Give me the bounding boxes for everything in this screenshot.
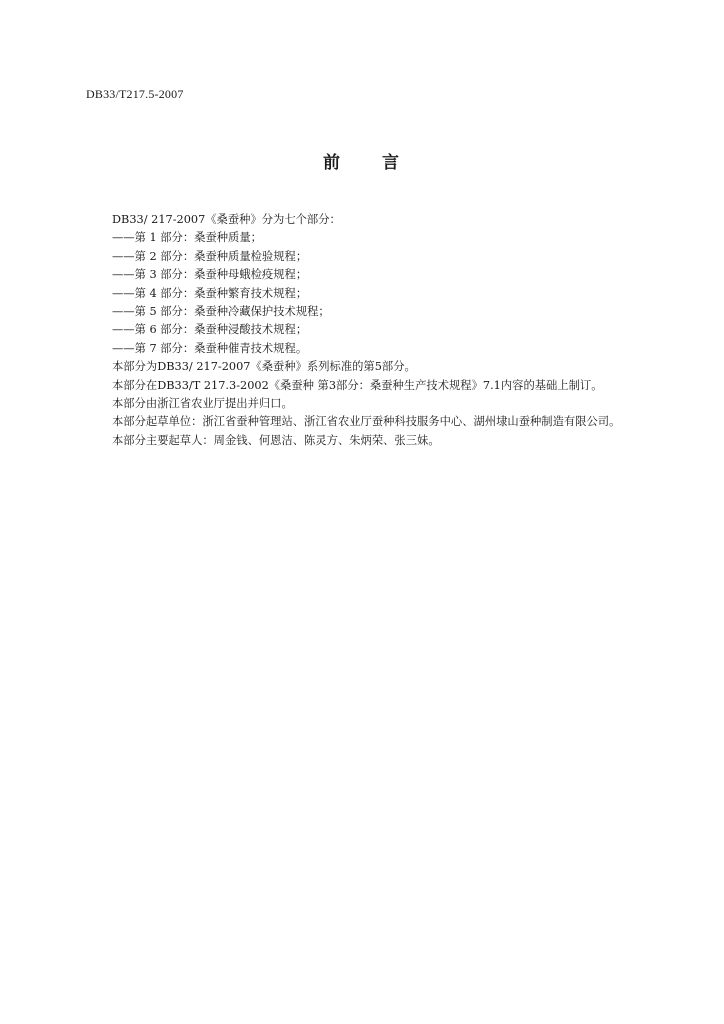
paragraph-series: 本部分为DB33/ 217-2007《桑蚕种》系列标准的第5部分。 bbox=[112, 360, 416, 374]
document-code: DB33/T217.5-2007 bbox=[86, 87, 184, 101]
list-item-part-3: ——第 3 部分：桑蚕种母蛾检疫规程； bbox=[112, 268, 308, 282]
list-item-part-7: ——第 7 部分：桑蚕种催青技术规程。 bbox=[112, 341, 308, 355]
list-item-part-5: ——第 5 部分：桑蚕种冷藏保护技术规程； bbox=[112, 305, 330, 319]
title-char-2: 言 bbox=[382, 153, 401, 173]
list-item-part-1: ——第 1 部分：桑蚕种质量； bbox=[112, 231, 262, 245]
paragraph-drafters: 本部分主要起草人：周金钱、何恩洁、陈灵方、朱炳荣、张三妹。 bbox=[112, 433, 440, 447]
paragraph-intro: DB33/ 217-2007《桑蚕种》分为七个部分： bbox=[112, 213, 341, 226]
page-title bbox=[0, 148, 724, 173]
list-item-part-6: ——第 6 部分：桑蚕种浸酸技术规程； bbox=[112, 323, 308, 337]
paragraph-basis: 本部分在DB33/T 217.3-2002《桑蚕种 第3部分：桑蚕种生产技术规程》7.1内容的基础上制订。 bbox=[112, 378, 603, 392]
paragraph-proposer: 本部分由浙江省农业厅提出并归口。 bbox=[112, 397, 293, 411]
paragraph-drafting-units: 本部分起草单位：浙江省蚕种管理站、浙江省农业厅蚕种科技服务中心、湖州埭山蚕种制造有限公司。 bbox=[112, 415, 621, 429]
title-char-1: 前 bbox=[323, 153, 342, 173]
list-item-part-2: ——第 2 部分：桑蚕种质量检验规程； bbox=[112, 249, 308, 263]
list-item-part-4: ——第 4 部分：桑蚕种繁育技术规程； bbox=[112, 286, 308, 300]
preface-body bbox=[86, 211, 666, 450]
